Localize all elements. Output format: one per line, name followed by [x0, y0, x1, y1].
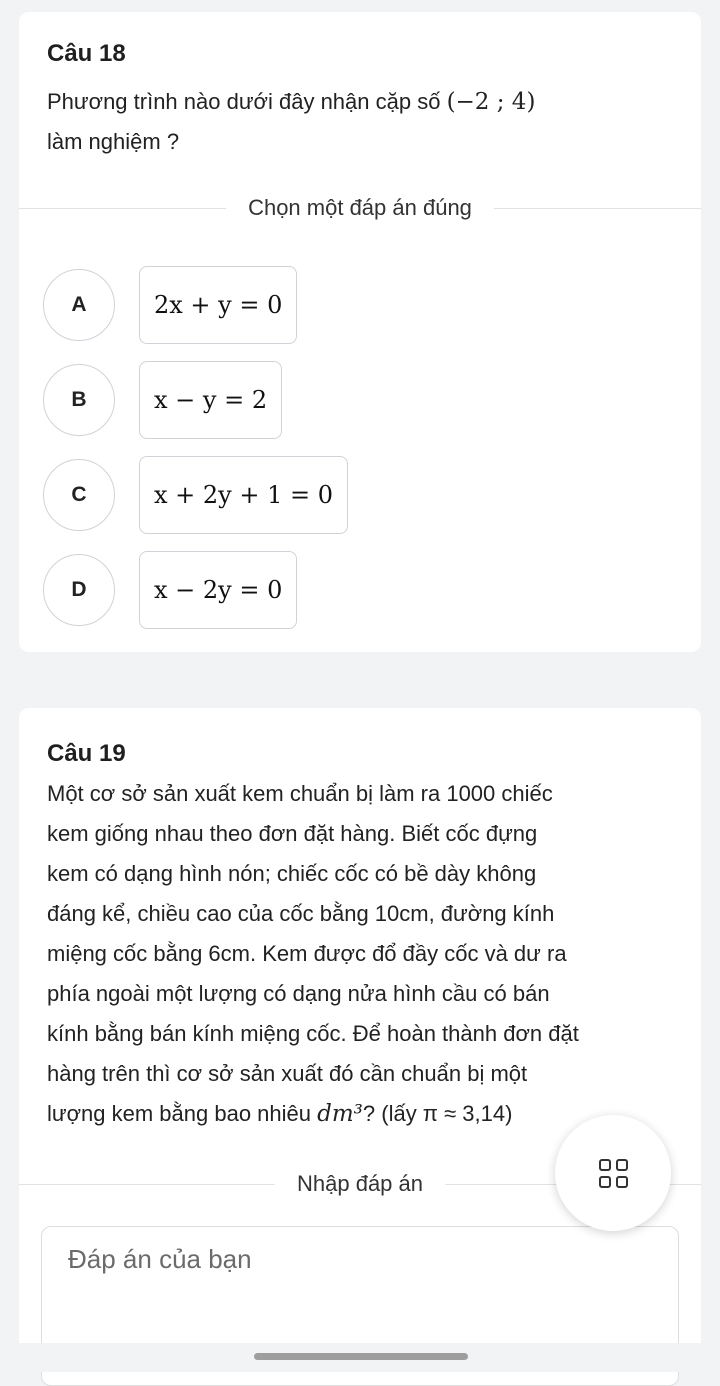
- question-line: kem có dạng hình nón; chiếc cốc có bề dày không: [47, 861, 537, 886]
- question-line-suffix: ? (lấy π ≈ 3,14): [362, 1101, 513, 1126]
- question-line-text: lượng kem bằng bao nhiêu: [47, 1101, 318, 1126]
- option-expression[interactable]: x − 2y = 0: [139, 551, 297, 629]
- unit-dm3: dm³: [317, 1101, 363, 1127]
- instruction-label: Chọn một đáp án đúng: [248, 195, 472, 220]
- question-text-part: Phương trình nào dưới đây nhận cặp số: [47, 89, 447, 114]
- question-text: [47, 774, 687, 1134]
- option-d[interactable]: [43, 550, 297, 630]
- instruction-divider: [19, 188, 701, 228]
- instruction-label: Nhập đáp án: [297, 1171, 423, 1196]
- option-letter: A: [43, 269, 115, 341]
- option-letter: D: [43, 554, 115, 626]
- answer-input[interactable]: [66, 1243, 650, 1276]
- option-c[interactable]: [43, 455, 348, 535]
- question-text: [47, 82, 677, 162]
- home-indicator[interactable]: [254, 1353, 468, 1360]
- question-card-18: [19, 12, 701, 652]
- question-line: Một cơ sở sản xuất kem chuẩn bị làm ra 1000 chiếc: [47, 781, 553, 806]
- question-line: hàng trên thì cơ sở sản xuất đó cần chuẩn bị một: [47, 1061, 528, 1086]
- question-line: kem giống nhau theo đơn đặt hàng. Biết cốc đựng: [47, 821, 538, 846]
- option-expression[interactable]: x + 2y + 1 = 0: [139, 456, 348, 534]
- question-title: Câu 19: [47, 740, 126, 767]
- option-expression[interactable]: 2x + y = 0: [139, 266, 297, 344]
- question-grid-button[interactable]: [555, 1115, 671, 1231]
- option-letter: B: [43, 364, 115, 436]
- question-line: phía ngoài một lượng có dạng nửa hình cầu có bán: [47, 981, 550, 1006]
- question-title: Câu 18: [47, 40, 126, 67]
- option-a[interactable]: [43, 265, 297, 345]
- question-line: kính bằng bán kính miệng cốc. Để hoàn thành đơn đặt: [47, 1021, 579, 1046]
- number-pair: (−2 ; 4): [446, 89, 536, 115]
- question-text-part: làm nghiệm ?: [47, 129, 180, 154]
- option-expression[interactable]: x − y = 2: [139, 361, 282, 439]
- option-b[interactable]: [43, 360, 282, 440]
- question-line: đáng kể, chiều cao của cốc bằng 10cm, đường kính: [47, 901, 555, 926]
- option-letter: C: [43, 459, 115, 531]
- question-card-19: [19, 708, 701, 1372]
- grid-icon: [599, 1159, 628, 1188]
- question-line: miệng cốc bằng 6cm. Kem được đổ đầy cốc và dư ra: [47, 941, 567, 966]
